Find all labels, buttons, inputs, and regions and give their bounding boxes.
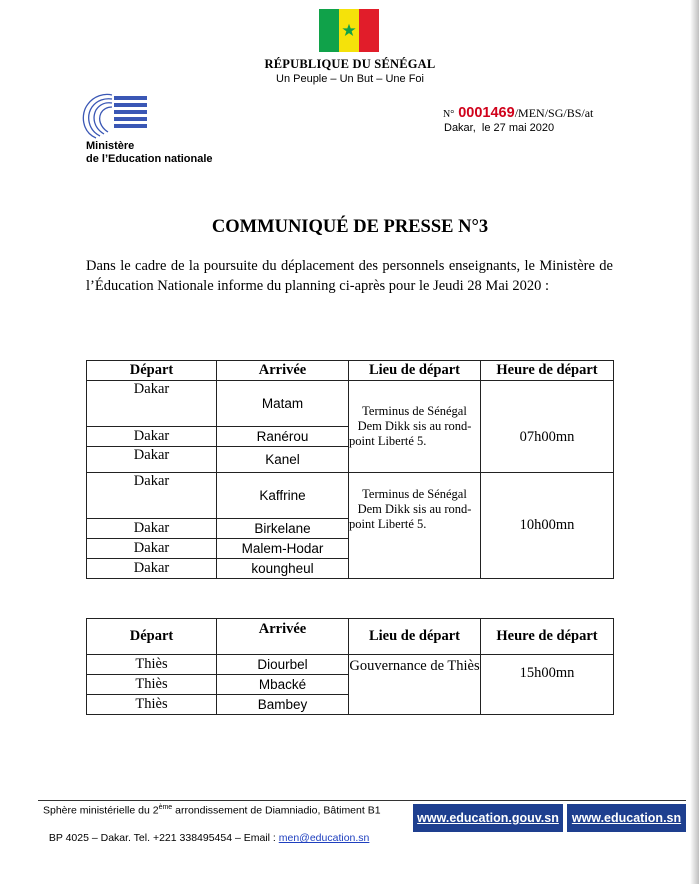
arrivee-cell: Diourbel [217,655,349,675]
depart-cell: Dakar [87,473,217,519]
header-depart: Départ [87,619,217,655]
depart-cell: Dakar [87,539,217,559]
header-lieu: Lieu de départ [349,361,481,381]
depart-cell: Thiès [87,675,217,695]
footer-divider [38,800,686,801]
header-arrivee: Arrivée [217,361,349,381]
ministry-logo-icon [78,90,153,142]
arrivee-cell: Birkelane [217,519,349,539]
depart-cell: Dakar [87,427,217,447]
intro-paragraph: Dans le cadre de la poursuite du déplacement des personnels enseignants, le Ministère de l’Éducation Nationale informe du planning ci-après pour le Jeudi 28 Mai 2020 : [86,258,613,294]
footer-address-line1 [43,804,381,817]
arrivee-cell: Kanel [217,447,349,473]
place-date: Dakar, le 27 mai 2020 [444,122,555,134]
national-motto: Un Peuple – Un But – Une Foi [276,73,424,85]
depart-cell: Thiès [87,655,217,675]
page-title: COMMUNIQUÉ DE PRESSE N°3 [211,217,489,237]
email-link[interactable]: men@education.sn [278,832,370,844]
arrivee-cell: Bambey [217,695,349,715]
reference-number [443,104,593,122]
depart-cell: Dakar [87,447,217,473]
ref-prefix: N° [443,109,455,120]
table-row [87,655,614,675]
arrivee-cell: Mbacké [217,675,349,695]
country-name: RÉPUBLIQUE DU SÉNÉGAL [264,57,436,71]
star-icon [342,23,356,37]
heure-cell: 07h00mn [481,381,614,473]
schedule-table-1 [86,360,614,579]
heure-cell: 10h00mn [481,473,614,579]
ref-suffix: /MEN/SG/BS/at [514,106,594,120]
website-link-gouv[interactable]: www.education.gouv.sn [413,804,563,832]
depart-cell: Dakar [87,381,217,427]
arrivee-cell: koungheul [217,559,349,579]
lieu-cell: Gouvernance de Thiès [349,655,481,715]
ministry-name-line2: de l’Education nationale [86,153,213,165]
ministry-name-line1: Ministère [86,140,135,152]
arrivee-cell: Kaffrine [217,473,349,519]
senegal-flag [319,9,379,52]
header-depart: Départ [87,361,217,381]
table-row [87,381,614,427]
header-arrivee: Arrivée [217,619,349,655]
depart-cell: Dakar [87,559,217,579]
depart-cell: Thiès [87,695,217,715]
schedule-table-2 [86,618,614,715]
footer-superscript: ème [158,804,173,811]
footer-address-line2 [43,820,369,844]
lieu-cell: Terminus de Sénégal Dem Dikk sis au rond-point Liberté 5. [349,473,481,579]
footer-address-text: arrondissement de Diamniadio, Bâtiment B1 [172,804,381,817]
table-row [87,473,614,519]
depart-cell: Dakar [87,519,217,539]
table-header-row [87,619,614,655]
table-header-row [87,361,614,381]
arrivee-cell: Ranérou [217,427,349,447]
footer-address-text: Sphère ministérielle du 2 [43,804,159,817]
header-heure: Heure de départ [481,361,614,381]
footer-contact-text: BP 4025 – Dakar. Tel. +221 338495454 – Email : [48,832,279,844]
website-link-edu[interactable]: www.education.sn [567,804,686,832]
heure-cell: 15h00mn [481,655,614,715]
arrivee-cell: Malem-Hodar [217,539,349,559]
arrivee-cell: Matam [217,381,349,427]
ref-number: 0001469 [458,105,515,121]
header-lieu: Lieu de départ [349,619,481,655]
header-heure: Heure de départ [481,619,614,655]
page-edge-shadow [690,0,699,884]
lieu-cell: Terminus de Sénégal Dem Dikk sis au rond-point Liberté 5. [349,381,481,473]
